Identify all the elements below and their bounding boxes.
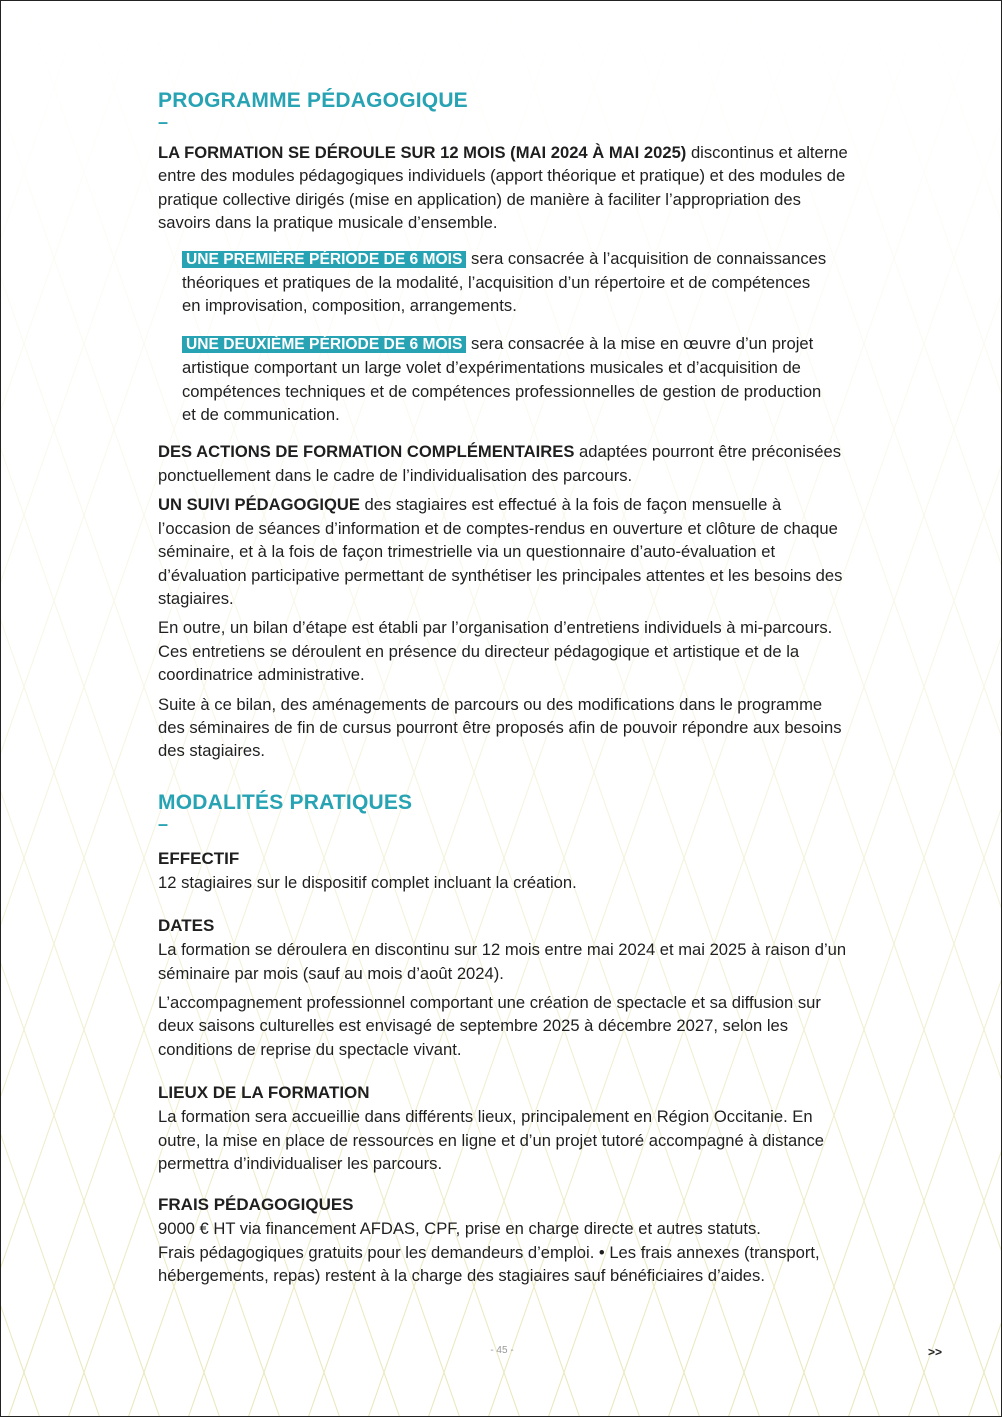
section-dash: – [158,813,169,834]
section-dash: – [158,112,169,132]
actions-text: adaptées pourront être préconisées ponctuellement dans le cadre de l’individualisation des parcours. [158,442,841,485]
effectif-heading: EFFECTIF [158,848,240,868]
main-content [158,87,850,1294]
effectif-text: 12 stagiaires sur le dispositif complet incluant la création. [158,872,577,892]
period-one-highlight: UNE PREMIÈRE PÉRIODE DE 6 MOIS [182,251,466,268]
intro-paragraph [158,141,850,235]
period-two-text: sera consacrée à la mise en œuvre d’un projet artistique comportant un large volet d’expérimentations musicales et d’acquisition de compétences techniques et de compétences professionnelles de gestion de production et de communication. [182,333,822,425]
period-two-highlight: UNE DEUXIÈME PÉRIODE DE 6 MOIS [182,336,466,353]
frais-heading: FRAIS PÉDAGOGIQUES [158,1195,354,1215]
section-title-programme: PROGRAMME PÉDAGOGIQUE [158,89,468,112]
suivi-lead: UN SUIVI PÉDAGOGIQUE [158,495,360,515]
suivi-text: des stagiaires est effectué à la fois de façon mensuelle à l’occasion de séances d’information et de comptes-rendus en ouverture et clôture de chaque séminaire, et à la fois de façon trimestrielle via un questionnaire d’auto-évaluation et d’évaluation participative permettant de synthétiser les principales attentes et les besoins des stagiaires. [158,495,843,608]
actions-lead: DES ACTIONS DE FORMATION COMPLÉMENTAIRES [158,442,575,462]
period-one-paragraph [182,247,828,318]
frais-text-two: Frais pédagogiques gratuits pour les demandeurs d’emploi. • Les frais annexes (transport, hébergements, repas) restent à la charge des stagiaires sauf bénéficiaires d’aides. [158,1242,820,1286]
period-one-text: sera consacrée à l’acquisition de connaissances théoriques et pratiques de la modalité, l’acquisition d’un répertoire et de compétences en improvisation, composition, arrangements. [182,248,827,316]
bilan-paragraph: En outre, un bilan d’étape est établi par l’organisation d’entretiens individuels à mi-parcours. Ces entretiens se déroulent en présence du directeur pédagogique et artistique et de la coordinatrice administrative. [158,618,833,685]
dates-text-one: La formation se déroulera en discontinu sur 12 mois entre mai 2024 et mai 2025 à raison d’un séminaire par mois (sauf au mois d’août 2024). [158,940,847,983]
lieux-text: La formation sera accueillie dans différents lieux, principalement en Région Occitanie. En outre, la mise en place de ressources en ligne et d’un projet tutoré accompagné à distance permettra d’individualiser les parcours. [158,1107,824,1173]
intro-lead: LA FORMATION SE DÉROULE SUR 12 MOIS (MAI 2024 À MAI 2025) [158,143,687,162]
actions-paragraph [158,440,850,487]
frais-text-one: 9000 € HT via financement AFDAS, CPF, prise en charge directe et autres statuts. [158,1219,761,1239]
page-number: - 45 - [490,1345,514,1356]
lieux-heading: LIEUX DE LA FORMATION [158,1083,370,1103]
next-page-arrow[interactable]: >> [928,1345,943,1359]
suite-paragraph: Suite à ce bilan, des aménagements de parcours ou des modifications dans le programme des séminaires de fin de cursus pourront être proposés afin de pouvoir répondre aux besoins des stagiaires. [158,694,842,761]
dates-text-two: L’accompagnement professionnel comportant une création de spectacle et sa diffusion sur deux saisons culturelles est envisagé de septembre 2025 à décembre 2027, selon les conditions de reprise du spectacle vivant. [158,992,821,1059]
intro-text: discontinus et alterne entre des modules pédagogiques individuels (apport théorique et pratique) et des modules de pratique collective dirigés (mise en application) de manière à faciliter l’appropriation des savoirs dans la pratique musicale d’ensemble. [158,143,848,233]
suivi-paragraph [158,493,850,610]
dates-heading: DATES [158,916,215,936]
section-title-modalites: MODALITÉS PRATIQUES [158,790,413,814]
period-two-paragraph [182,332,828,427]
